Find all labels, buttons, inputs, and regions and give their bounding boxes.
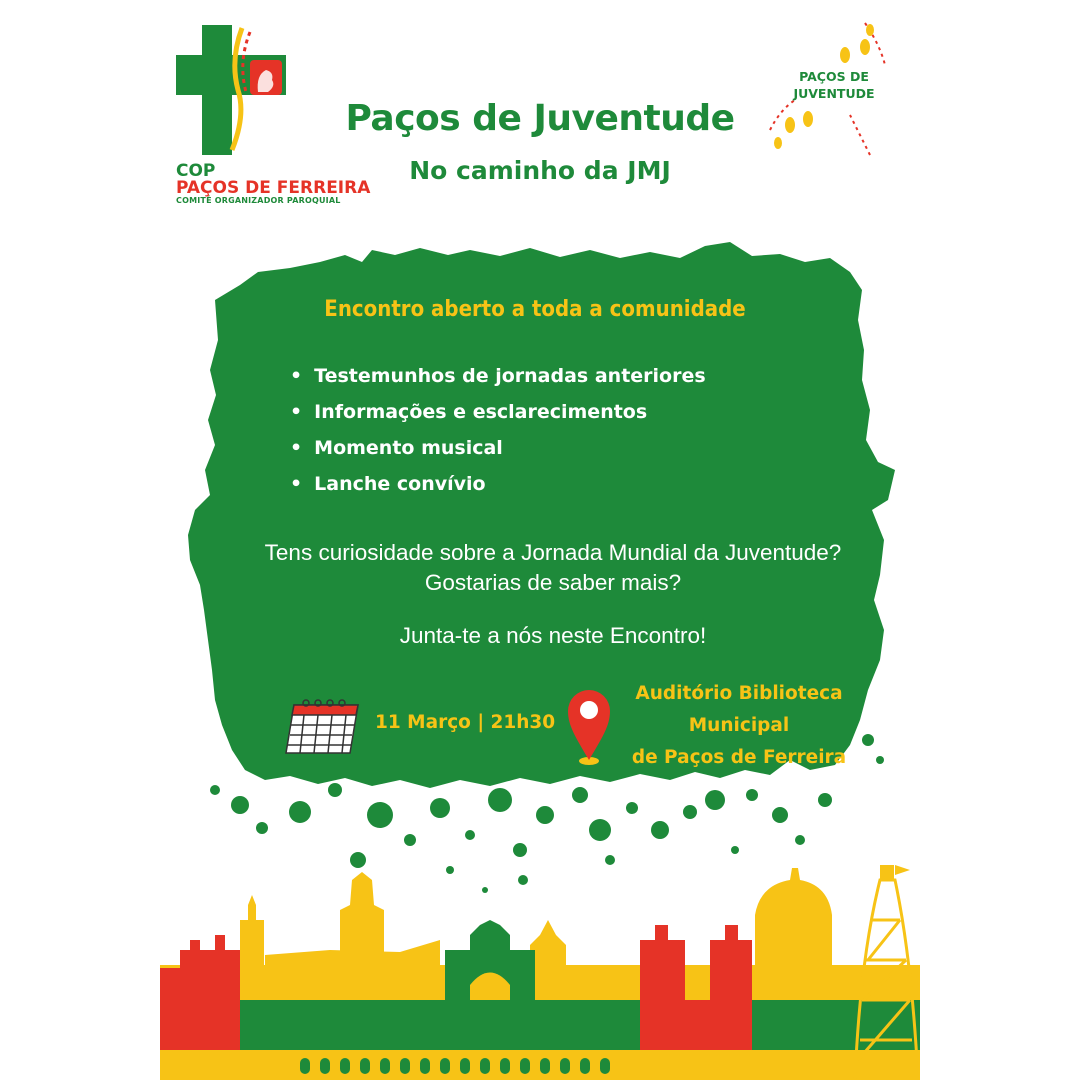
pacos-logo-text [774, 68, 894, 102]
list-item: • Testemunhos de jornadas anteriores [290, 358, 706, 394]
list-item: • Informações e esclarecimentos [290, 394, 706, 430]
cop-logo [172, 20, 292, 160]
list-item: • Lanche convívio [290, 466, 706, 502]
pacos-logo-line2: JUVENTUDE [793, 86, 875, 101]
skyline-illustration [160, 865, 920, 1080]
calendar-icon [284, 697, 362, 757]
list-item: • Momento musical [290, 430, 706, 466]
cop-logo-line3: COMITÉ ORGANIZADOR PAROQUIAL [176, 196, 341, 205]
event-question: Tens curiosidade sobre a Jornada Mundial da Juventude? Gostarias de saber mais? [264, 540, 842, 595]
event-date-time: 11 Março | 21h30 [375, 712, 556, 733]
event-headline: Encontro aberto a toda a comunidade [324, 297, 746, 322]
page-title: Paços de Juventude [345, 98, 735, 139]
location-pin-icon [566, 688, 612, 768]
page-subtitle: No caminho da JMJ [409, 156, 671, 185]
event-invite: Junta-te a nós neste Encontro! [399, 623, 707, 648]
cop-logo-line1: COP [176, 161, 216, 181]
pacos-logo-line1: PAÇOS DE [799, 69, 869, 84]
event-location [628, 678, 850, 774]
cop-logo-line2: PAÇOS DE FERREIRA [176, 178, 371, 198]
event-location-line2: Municipal [688, 715, 790, 736]
event-location-line3: de Paços de Ferreira [631, 747, 847, 768]
event-items-list [290, 358, 706, 502]
cross-logo [172, 20, 292, 160]
event-location-line1: Auditório Biblioteca [635, 683, 843, 704]
